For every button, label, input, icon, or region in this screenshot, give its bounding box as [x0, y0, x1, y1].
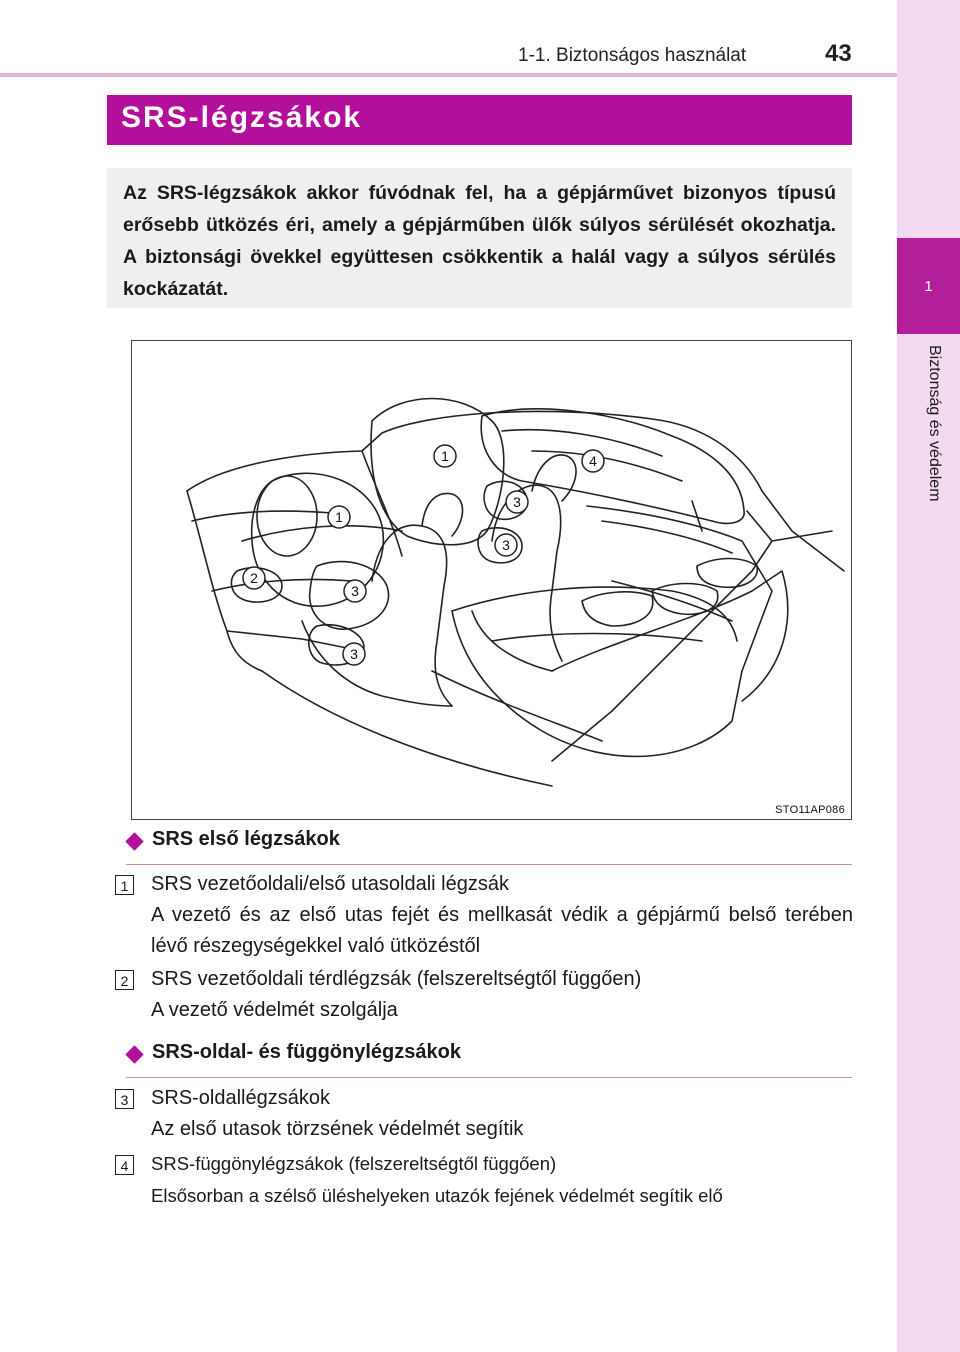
- diamond-bullet-icon: [125, 832, 143, 850]
- chapter-sidebar: [897, 0, 960, 1352]
- item-description: A vezető védelmét szolgálja: [151, 999, 398, 1021]
- item-number-badge: 1: [115, 875, 134, 895]
- callout-label: 2: [250, 570, 258, 586]
- intro-box: Az SRS-légzsákok akkor fúvódnak fel, ha a gépjárművet bizonyos típusú erősebb ütközés éri, amely a gépjárműben ülők súlyos sérülését okozhatja. A biztonsági övekkel együttesen csökkentik a halál vagy a súlyos sérülés kockázatát.: [107, 168, 852, 308]
- section-heading-label: SRS első légzsákok: [152, 828, 340, 850]
- item-title: SRS-függönylégzsákok (felszereltségtől függően): [151, 1153, 557, 1174]
- callout-label: 3: [350, 646, 358, 662]
- car-interior-drawing: [132, 341, 852, 820]
- item-number-badge: 3: [115, 1089, 134, 1109]
- item-number-badge: 2: [115, 970, 134, 990]
- airbag-illustration: [131, 340, 852, 820]
- page-number: 43: [825, 40, 852, 67]
- item-description: Az első utasok törzsének védelmét segítik: [151, 1118, 524, 1140]
- item-number-badge: 4: [115, 1155, 134, 1175]
- header-subtitle: 1-1. Biztonságos használat: [518, 45, 747, 66]
- callout-label: 3: [513, 494, 521, 510]
- callout-label: 3: [351, 583, 359, 599]
- section-title-banner: [107, 95, 852, 145]
- section-heading-label: SRS-oldal- és függönylégzsákok: [152, 1041, 461, 1063]
- chapter-number: 1: [924, 277, 933, 295]
- callout-label: 4: [589, 453, 597, 469]
- figure-code: STO11AP086: [775, 804, 845, 816]
- diamond-bullet-icon: [125, 1045, 143, 1063]
- page-title: SRS-légzsákok: [121, 101, 363, 134]
- callout-label: 1: [441, 448, 449, 464]
- item-title: SRS-oldallégzsákok: [151, 1087, 330, 1109]
- section-heading-side-curtain-airbags: [126, 1041, 852, 1078]
- header-divider: [0, 73, 897, 77]
- item-description: Elsősorban a szélső üléshelyeken utazók fejének védelmét segítik elő: [151, 1185, 723, 1206]
- item-title: SRS vezetőoldali/első utasoldali légzsák: [151, 873, 509, 895]
- item-description: A vezető és az első utas fejét és mellkasát védik a gépjármű belső terében lévő részegységekkel való ütközéstől: [151, 904, 853, 957]
- callout-label: 1: [335, 509, 343, 525]
- item-title: SRS vezetőoldali térdlégzsák (felszereltségtől függően): [151, 968, 642, 990]
- callout-label: 3: [502, 537, 510, 553]
- section-heading-front-airbags: [126, 828, 852, 865]
- chapter-title: Biztonság és védelem: [926, 345, 943, 502]
- chapter-tab[interactable]: [897, 238, 960, 334]
